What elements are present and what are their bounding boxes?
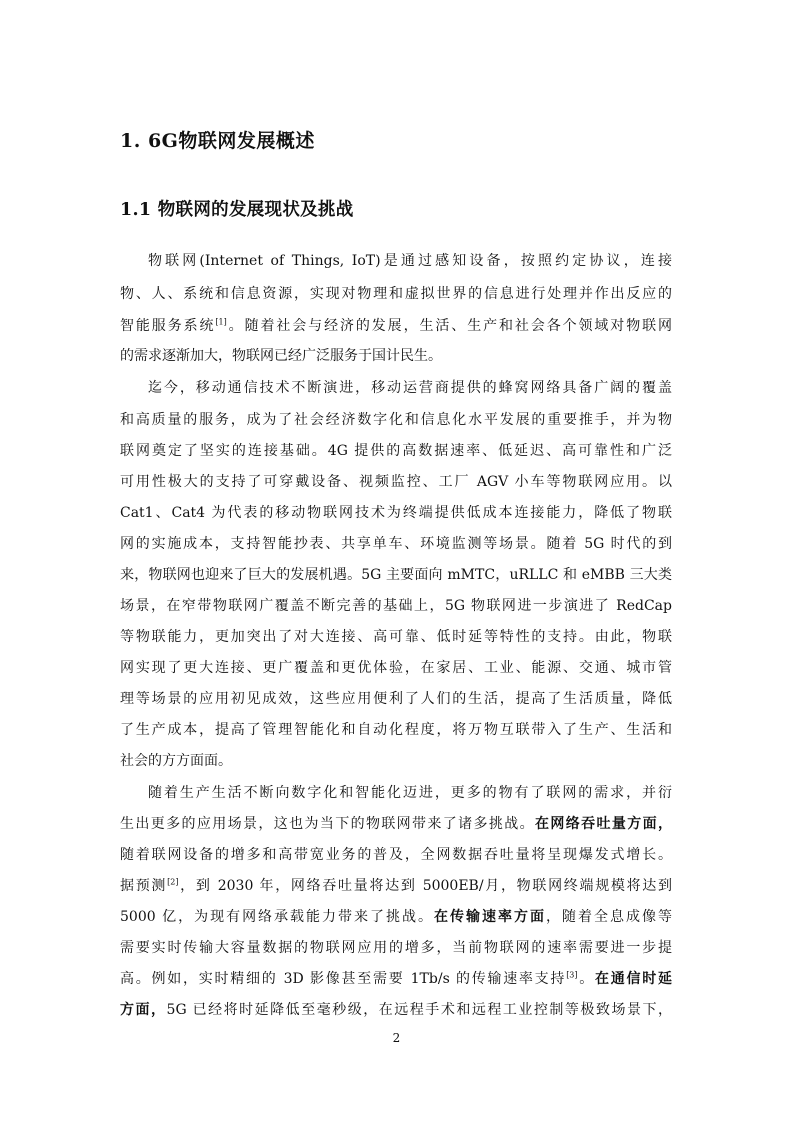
chapter-heading: 1. 6G物联网发展概述 <box>120 130 315 152</box>
text-span: 高。例如，实时精细的 3D 影像甚至需要 1Tb/s 的传输速率支持 <box>120 971 567 987</box>
text-span: 5G 已经将时延降低至毫秒级，在远程手术和远程工业控制等极致场景下， <box>166 1002 672 1018</box>
paragraph-2-line-8: 场景，在窄带物联网广覆盖不断完善的基础上，5G 物联网进一步演进了 RedCap <box>120 598 672 614</box>
citation-ref: [2] <box>167 877 179 887</box>
paragraph-3-line-5 <box>120 901 672 934</box>
paragraph-2-line-12: 了生产成本，提高了管理智能化和自动化程度，将万物互联带入了生产、生活和 <box>120 722 672 738</box>
text-span: 智能服务系统 <box>120 318 216 334</box>
paragraph-2-line-3: 联网奠定了坚实的连接基础。4G 提供的高数据速率、低延迟、高可靠性和广泛 <box>120 443 672 459</box>
text-span: 。随着社会与经济的发展，生活、生产和社会各个领域对物联网 <box>226 318 672 334</box>
paragraph-3-line-6: 需要实时传输大容量数据的物联网应用的增多，当前物联网的速率需要进一步提 <box>120 940 672 956</box>
paragraph-1-line-1: 物联网(Internet of Things, IoT)是通过感知设备，按照约定协议，连接 <box>148 253 672 269</box>
citation-ref: [1] <box>215 317 227 327</box>
paragraph-2-line-5: Cat1、Cat4 为代表的移动物联网技术为终端提供低成本连接能力，降低了物联 <box>120 505 672 521</box>
paragraph-2-line-11: 理等场景的应用初见成效，这些应用便利了人们的生活，提高了生活质量，降低 <box>120 691 672 707</box>
paragraph-1-line-3 <box>120 310 672 343</box>
text-span: 据预测 <box>120 878 168 894</box>
text-span: 生出更多的应用场景，这也为当下的物联网带来了诸多挑战。 <box>120 816 536 832</box>
paragraph-3-line-2 <box>120 808 672 841</box>
paragraph-1-line-2: 物、人、系统和信息资源，实现对物理和虚拟世界的信息进行处理并作出反应的 <box>120 286 672 302</box>
paragraph-1-line-4: 的需求逐渐加大，物联网已经广泛服务于国计民生。 <box>120 348 442 364</box>
section-heading: 1.1 物联网的发展现状及挑战 <box>120 200 354 220</box>
paragraph-2-line-13: 社会的方方面面。 <box>120 753 232 769</box>
bold-phrase-latency-cont: 方面， <box>120 1002 167 1018</box>
paragraph-2-line-2: 和高质量的服务，成为了社会经济数字化和信息化水平发展的重要推手，并为物 <box>120 412 672 428</box>
page-number: 2 <box>392 1031 401 1045</box>
paragraph-2-line-6: 网的实施成本，支持智能抄表、共享单车、环境监测等场景。随着 5G 时代的到 <box>120 536 672 552</box>
paragraph-2-line-9: 等物联能力，更加突出了对大连接、高可靠、低时延等特性的支持。由此，物联 <box>120 629 672 645</box>
text-span: ，到 2030 年，网络吞吐量将达到 5000EB/月，物联网终端规模将达到 <box>178 878 672 894</box>
paragraph-2-line-10: 网实现了更大连接、更广覆盖和更优体验，在家居、工业、能源、交通、城市管 <box>120 660 672 676</box>
text-span: 5000 亿，为现有网络承载能力带来了挑战。 <box>120 909 435 925</box>
paragraph-2-line-7: 来，物联网也迎来了巨大的发展机遇。5G 主要面向 mMTC，uRLLC 和 eMBB 三大类 <box>120 567 672 583</box>
paragraph-3-line-7 <box>120 963 672 996</box>
paragraph-3-line-8 <box>120 994 672 1027</box>
bold-phrase-rate: 在传输速率方面 <box>434 909 547 925</box>
paragraph-3-line-1: 随着生产生活不断向数字化和智能化迈进，更多的物有了联网的需求，并衍 <box>148 785 672 801</box>
citation-ref: [3] <box>566 970 578 980</box>
paragraph-2-line-4: 可用性极大的支持了可穿戴设备、视频监控、工厂 AGV 小车等物联网应用。以 <box>120 474 672 490</box>
paragraph-3-line-3: 随着联网设备的增多和高带宽业务的普及，全网数据吞吐量将呈现爆发式增长。 <box>120 847 672 863</box>
text-span: 。 <box>577 971 596 987</box>
paragraph-2-line-1: 迄今，移动通信技术不断演进，移动运营商提供的蜂窝网络具备广阔的覆盖 <box>148 380 672 396</box>
paragraph-3-line-4 <box>120 870 672 903</box>
text-span: ，随着全息成像等 <box>546 909 672 925</box>
bold-phrase-throughput: 在网络吞吐量方面， <box>535 816 672 832</box>
bold-phrase-latency: 在通信时延 <box>595 971 672 987</box>
